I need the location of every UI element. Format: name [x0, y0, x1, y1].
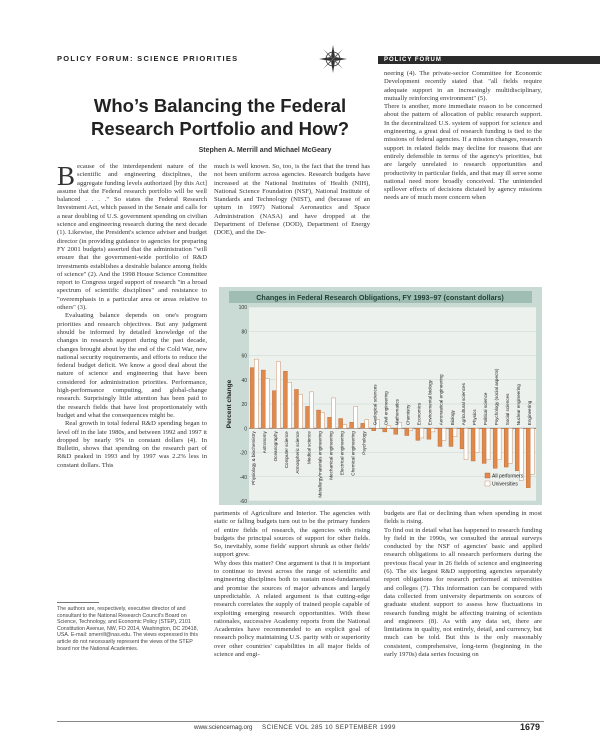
chart-bar — [254, 359, 258, 428]
chart-bar — [361, 423, 365, 428]
category-label: Psychology (social aspects) — [493, 368, 499, 426]
chart-bar — [526, 428, 530, 487]
category-label: Civil engineering — [383, 391, 389, 426]
body-paragraph: partments of Agriculture and Interior. The agencies with static or falling budgets turn out to be the primary funders of entire fields of research, the agencies with rising budgets the principal sources of support for other fields. So, inevitably, some fields' support shrunk as other fields' support grew. Why does this matter? One argument is that it is important to continue to invest across the range of scientific and engineering disciplines both to sustain most-fundamental and promise the sources of major advances and largely unpredictable. A related argument is that cutting-edge research correlates the supply of trained people capable of exploiting emerging research opportunities. With these rationales, successive Academy reports from the National Academies have recommended to an explicit goal of research policy maintaining U.S. parity with or superiority over other countries' capabilities in all major fields of science and engi- — [214, 510, 370, 659]
chart-bar — [354, 406, 358, 428]
body-paragraph: neering (4). The private-sector Committee for Economic Development recently stated that "all fields require adequate support in an increasingly multidisciplinary, mutually reinforcing environment" (5). There is another, more immediate reason to be concerned about the pattern of allocation of public research support. In the decentralized U.S. system of support for science and engineering, a great deal of research funding is tied to the missions of federal agencies. If a mission changes, research support in related fields may decline for reasons that are entirely defensible in terms of the agency's priorities, but are largely unrelated to research opportunities and productivity in particular fields, and that may ill serve some national need more broadly conceived. The unintended spillover effects of decisions dictated by agency missions needs are of much more concern when — [384, 70, 542, 202]
compass-rose-icon — [318, 44, 348, 74]
category-label: Social sciences — [504, 393, 510, 426]
chart-bar — [493, 428, 497, 468]
chart-bar — [383, 428, 387, 432]
chart-bar — [442, 428, 446, 440]
chart-bar — [508, 428, 512, 463]
y-tick-label: -60 — [239, 499, 247, 505]
body-paragraph: Real growth in total federal R&D spending began to level off in the late 1980s, and between 1992 and 1997 it dropped by nearly 9% in constant dollars (4). In Bulletin, shows that spending on the research part of R&D peaked in 1993 and by 1997 was 2.2% less in constant dollars. This — [57, 420, 207, 469]
chart-bar — [515, 428, 519, 470]
chart-bar — [427, 428, 431, 439]
author-footnote: The authors are, respectively, executive director of and consultant to the National Research Council's Board on Science, Technology, and Economic Policy (STEP), 2101 Constitution Avenue, NW, FO 2014, Washington, DC 20418, USA. E-mail: smerrill@nas.edu. The views expressed in this article do not necessarily represent the views of the STEP board nor the National Academies. — [57, 606, 199, 652]
chart-bar — [294, 389, 298, 428]
legend-swatch-all — [485, 473, 490, 478]
body-column-1 — [57, 163, 207, 600]
chart-bar — [471, 428, 475, 461]
category-label: Physiology & biochemistry — [251, 431, 257, 485]
body-paragraph: Evaluating balance depends on one's program priorities and research objectives. But any judgment should be informed by detailed knowledge of the changes in research support during the past decade, changes brought about by the end of the Cold War, new national security requirements, and efforts to reduce the federal budget deficit. We know a good deal about the nature of science and engineering that have been considered for administration priorities. Performance, high-performance computing, and global-change research. Surprisingly little attention has been paid to the research fields that have lost proportionately with budget and what the consequences might be. — [57, 312, 207, 419]
y-tick-label: -40 — [239, 474, 247, 481]
chart-bar — [504, 428, 508, 467]
category-label: Mathematics — [394, 399, 400, 426]
category-label: Chemistry — [405, 404, 411, 426]
y-tick-label: -20 — [239, 450, 247, 457]
chart-bar — [298, 394, 302, 428]
y-axis-label: Percent change — [226, 379, 233, 429]
chart-bar — [420, 428, 424, 438]
category-label: Physics — [471, 409, 477, 426]
article-authors: Stephen A. Merrill and Michael McGeary — [198, 147, 332, 154]
chart-bar — [287, 382, 291, 428]
chart-bar — [321, 412, 325, 428]
chart-bar — [449, 428, 453, 446]
body-column-3-bottom — [384, 510, 542, 720]
body-paragraph: budgets are flat or declining than when spending in most fields is rising. To find out in detail what has happened to research funding by field in the 1990s, we consulted the annual surveys conducted by the NSF of agencies' basic and applied research obligations to all research performers during the previous fiscal year in 26 fields of science and engineering (6). The six largest R&D supporting agencies separately report obligations for research performed at universities and colleges (7). This information can be compared with data collected from university departments on sources of graduate student support to assess how fluctuations in research funding might be affecting training of scientists and engineers (8). As with any data set, there are limitations in quality, not entirely, detail, and currency, but much can be told. But this is the only reasonably consistent, comprehensive, long-term (beginning in the early 1970s) data series focusing on — [384, 510, 542, 659]
chart-bar — [328, 417, 332, 428]
y-tick-label: 60 — [241, 353, 247, 360]
drop-cap: B — [57, 163, 76, 191]
research-obligations-chart — [219, 287, 542, 505]
category-label: Aeronautical engineering — [438, 374, 444, 426]
y-tick-label: 80 — [241, 329, 247, 336]
category-label: Chemical engineering — [350, 431, 356, 476]
category-label: Medical science — [306, 431, 312, 464]
chart-bar — [272, 391, 276, 429]
y-tick-label: 100 — [238, 305, 247, 311]
category-label: Economics — [416, 402, 422, 426]
category-label: Astronomy — [262, 431, 268, 454]
chart-bar — [409, 428, 413, 430]
section-banner: POLICY FORUM — [378, 56, 600, 64]
chart-bar — [372, 428, 376, 430]
chart-bar — [460, 428, 464, 449]
article-title: Who’s Balancing the Federal Research Portfolio and How? — [90, 95, 349, 139]
footnote-rule — [57, 602, 99, 603]
y-tick-label: 40 — [241, 377, 247, 384]
category-label: Computer science — [284, 431, 290, 469]
legend-label-all: All performers — [492, 473, 524, 480]
category-label: Metallurgy/materials engineering — [317, 431, 323, 498]
chart-bar — [317, 410, 321, 428]
chart-bar — [276, 362, 280, 429]
chart-bar — [453, 428, 457, 436]
y-tick-label: 0 — [244, 426, 247, 433]
footer-journal-info: SCIENCE VOL 285 10 SEPTEMBER 1999 — [262, 724, 396, 731]
chart-bar — [250, 368, 254, 429]
category-label: Mechanical engineering — [328, 431, 334, 480]
chart-title: Changes in Federal Research Obligations, FY 1993–97 (constant dollars) — [256, 293, 504, 302]
category-label: Environmental biology — [427, 380, 433, 426]
body-column-2-top — [214, 163, 370, 275]
footer-url[interactable]: www.sciencemag.org — [194, 724, 253, 731]
chart-bar — [365, 420, 369, 428]
body-column-2-bottom — [214, 510, 370, 720]
category-label: Electrical engineering — [339, 431, 345, 476]
chart-bar — [343, 425, 347, 429]
chart-bar — [486, 428, 490, 460]
chart-bar — [416, 428, 420, 440]
chart-bar — [482, 428, 486, 463]
category-label: Psychology — [361, 431, 367, 455]
chart-bar — [405, 428, 409, 435]
category-label: Engineering — [527, 400, 533, 426]
category-label: Political science — [482, 392, 488, 426]
chart-bar — [431, 428, 435, 432]
chart-bar — [394, 428, 398, 434]
chart-bar — [475, 428, 479, 452]
category-label: Biology — [449, 410, 455, 426]
category-label: Oceanography — [273, 431, 279, 462]
chart-bar — [339, 419, 343, 429]
chart-bar — [306, 406, 310, 428]
page-number: 1679 — [520, 722, 541, 732]
legend-swatch-universities — [485, 481, 490, 486]
legend-label-universities: Universities — [492, 481, 518, 488]
chart-bar — [265, 379, 269, 429]
chart-bar — [497, 428, 501, 460]
body-paragraph: much is well known. So, too, is the fact that the trend has not been uniform across agencies. Research budgets have increased at the National Institutes of Health (NIH), National Science Foundation (NSF), National Institute of Standards and Technology (NIST), and (because of an upturn in 1997) National Aeronautics and Space Administration (NASA) and have dropped at the Department of Defense (DOD), Department of Energy (DOE), and the De- — [214, 163, 370, 237]
chart-bar — [309, 392, 313, 428]
category-label: Atmospheric science — [295, 431, 301, 474]
chart-bar — [350, 422, 354, 428]
section-kicker: POLICY FORUM: SCIENCE PRIORITIES — [57, 54, 239, 63]
category-label: Agricultural sciences — [460, 383, 466, 426]
chart-bar — [332, 398, 336, 428]
category-label: Nuclear engineering — [515, 384, 521, 426]
chart-bar — [464, 428, 468, 460]
body-paragraph: Because of the interdependent nature of the scientific and engineering disciplines, the aggregate funding levels authorized [by this Act] assume that the Federal research portfolio will be well balanced . . . ." So states the Federal Research Investment Act, which passed in the Senate and calls for a near doubling of U.S. government spending on civilian science and engineering research during the next decade (1). Likewise, the President's science adviser and budget director (in providing guidance to agencies for preparing FY 2001 budgets) asserted that the administration "will ensure that the government-wide portfolio of R&D investments establishes a desirable balance among fields of science" (2). And the 1998 House Science Committee report to Congress urged support of research "in a broad spectrum of scientific disciplines" and resistance to "overemphasis in a particular area or areas relative to others" (3). — [57, 163, 207, 312]
chart-bar — [438, 428, 442, 446]
chart-bar — [530, 428, 534, 474]
y-tick-label: 20 — [241, 402, 247, 408]
chart-bar — [261, 370, 265, 428]
chart-bar — [283, 371, 287, 428]
body-column-3-top — [384, 70, 542, 282]
category-label: Geological sciences — [372, 384, 378, 426]
